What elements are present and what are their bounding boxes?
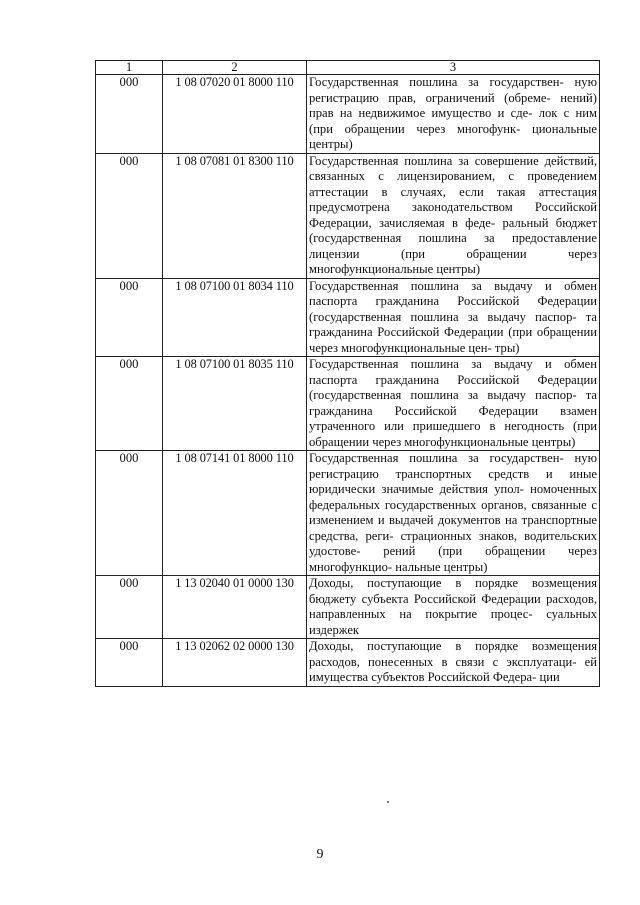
description-line: проведением аттестации в случаях, если такая <box>309 169 597 199</box>
revenue-code-cell: 1 08 07100 01 8035 110 <box>163 357 307 451</box>
revenue-code-cell: 1 08 07141 01 8000 110 <box>163 451 307 576</box>
revenue-code-cell: 1 13 02040 01 0000 130 <box>163 576 307 639</box>
description-line: (государственная пошлина за выдачу паспор- <box>309 388 577 402</box>
table-row <box>96 451 600 576</box>
description-line: Государственная пошлина за совершение <box>309 153 539 168</box>
admin-code-cell: 000 <box>96 576 163 639</box>
description-line: ции <box>539 670 560 684</box>
description-line: ную регистрацию прав, ограничений (обреме- <box>309 75 597 105</box>
description-cell <box>307 153 600 278</box>
description-line: та гражданина Российской Федерации (при <box>309 309 597 339</box>
description-line: документов на транспортные средства, реги- <box>309 513 597 543</box>
description-cell <box>307 75 600 154</box>
scan-speck <box>387 801 389 803</box>
description-line: обращении через многофункциональные цен- <box>309 325 597 355</box>
description-line: ральный бюджет (государственная пошлина <box>309 215 598 245</box>
admin-code-cell: 000 <box>96 357 163 451</box>
description-line: страционных знаков, водительских удостове- <box>309 528 597 558</box>
description-line: Государственная пошлина за выдачу и обмен <box>309 357 597 371</box>
description-cell <box>307 451 600 576</box>
description-line: органов, связанные с изменением и выдачей <box>309 497 598 527</box>
column-header-2: 2 <box>163 61 307 75</box>
description-line: аттестация предусмотрена законодательством <box>309 184 597 214</box>
revenue-codes-table <box>95 60 600 687</box>
description-line: паспорта гражданина Российской Федерации <box>309 294 597 308</box>
description-line: ную регистрацию транспортных средств и <box>309 451 597 481</box>
table-row <box>96 153 600 278</box>
table-row <box>96 75 600 154</box>
table-row <box>96 357 600 451</box>
table-row <box>96 639 600 687</box>
description-line: (государственная пошлина за выдачу паспор- <box>309 309 577 324</box>
description-line: рений (при обращении через многофункцио- <box>309 544 597 574</box>
description-cell <box>307 576 600 639</box>
description-line: Российской Федерации, зачисляемая в феде- <box>309 200 597 230</box>
description-line: Государственная пошлина за государствен- <box>309 451 564 465</box>
description-line: Доходы, поступающие в порядке возмещения <box>309 639 597 653</box>
description-line: Доходы, поступающие в порядке возмещения <box>309 576 597 590</box>
description-line: иные юридически значимые действия упол- <box>309 466 597 496</box>
description-line: тры) <box>494 340 520 355</box>
description-line: суальных издержек <box>309 607 597 637</box>
description-line: действий, связанных с лицензированием, с <box>309 153 597 183</box>
description-line: Государственная пошлина за государствен- <box>309 75 564 89</box>
admin-code-cell: 000 <box>96 451 163 576</box>
revenue-code-cell: 1 08 07020 01 8000 110 <box>163 75 307 154</box>
description-line: расходов, понесенных в связи с эксплуатаци- <box>309 654 577 669</box>
description-line: та гражданина Российской Федерации взамен <box>309 388 597 418</box>
description-line: через многофункциональные центры) <box>309 246 597 276</box>
page-number: 9 <box>316 847 324 862</box>
description-line: циональные центры) <box>309 121 597 151</box>
description-line: центры) <box>531 434 576 449</box>
table-row <box>96 278 600 357</box>
revenue-code-cell: 1 13 02062 02 0000 130 <box>163 639 307 687</box>
description-line: нений) прав на недвижимое имущество и сде- <box>309 90 597 120</box>
admin-code-cell: 000 <box>96 75 163 154</box>
description-cell <box>307 278 600 357</box>
description-cell <box>307 357 600 451</box>
description-line: утраченного или пришедшего в негодность <box>309 419 565 433</box>
description-line: Государственная пошлина за выдачу и обмен <box>309 278 597 293</box>
description-line: паспорта гражданина Российской Федерации <box>309 372 597 387</box>
description-line: за предоставление лицензии (при обращении <box>309 231 597 261</box>
revenue-code-cell: 1 08 07100 01 8034 110 <box>163 278 307 357</box>
description-line: ей имущества субъектов Российской Федера- <box>309 654 597 684</box>
description-line: лок с ним (при обращении через многофунк- <box>309 106 597 136</box>
column-header-1: 1 <box>96 61 163 75</box>
admin-code-cell: 000 <box>96 639 163 687</box>
table-row <box>96 576 600 639</box>
description-cell <box>307 639 600 687</box>
description-line: бюджету субъекта Российской Федерации <box>309 591 541 606</box>
description-line: (при обращении через многофункциональные <box>309 419 597 449</box>
description-line: номоченных федеральных государственных <box>309 482 597 512</box>
description-line: нальные центры) <box>395 559 488 574</box>
column-header-3: 3 <box>307 61 600 75</box>
admin-code-cell: 000 <box>96 153 163 278</box>
revenue-code-cell: 1 08 07081 01 8300 110 <box>163 153 307 278</box>
admin-code-cell: 000 <box>96 278 163 357</box>
header-row <box>96 61 600 75</box>
description-line: расходов, направленных на покрытие процес- <box>309 591 597 621</box>
